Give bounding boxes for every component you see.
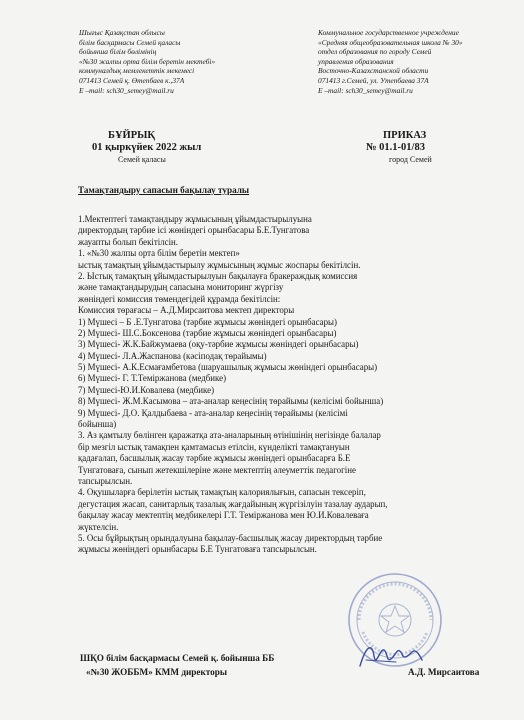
header-line: Е –mail: sch30_semey@mail.ru xyxy=(318,85,413,95)
order-date: 01 қыркүйек 2022 жыл xyxy=(92,142,202,153)
body-line: жөніндегі комиссия төмендегідей құрамда бекітілсін: xyxy=(78,293,281,304)
body-line: тапсырылсын. xyxy=(78,475,133,486)
body-line: жұмысы жөніндегі орынбасары Б.Е Тунгатоваға тапсырылсын. xyxy=(78,544,317,555)
body-line: бір мезгіл ыстық тамақпен қамтамасыз етілсін, күнделікті тамақтануын xyxy=(78,441,350,452)
order-subject: Тамақтандыру сапасын бақылау туралы xyxy=(78,185,250,195)
header-line: 071413 г.Семей, ул. Утепбаева 37А xyxy=(318,75,429,85)
body-line: директордың тәрбие ісі жөніндегі орынбасары Б.Е.Тунгатова xyxy=(78,225,310,236)
header-line: «Средняя общеобразовательная школа № 30» xyxy=(318,37,463,47)
handwritten-signature-icon xyxy=(356,636,426,674)
header-line: білім басқармасы Семей қаласы xyxy=(79,37,181,47)
header-line: Восточно-Казахстанской области xyxy=(318,66,429,76)
body-line: 6) Мүшесі- Г. Т.Теміржанова (медбике) xyxy=(78,373,227,384)
header-russian xyxy=(318,28,518,95)
order-title-russian: ПРИКАЗ xyxy=(383,130,427,141)
body-line: Комиссия төрағасы – А.Д.Мирсаитова мектеп директоры xyxy=(78,305,295,316)
signature-position-line1: ШҚО білім басқармасы Семей қ. бойынша ББ xyxy=(80,653,275,663)
body-line: және тамақтандырудың сапасына мониторинг жүргізу xyxy=(78,282,284,293)
body-line: қадағалап, басшылық жасау тәрбие жұмысы жөніндегі орынбасарға Б.Е xyxy=(78,453,351,464)
body-line: 8) Мүшесі- Ж.М.Касымова – ата-аналар кеңесінің төрайымы (келісімі бойынша) xyxy=(78,396,384,407)
body-line: 4) Мүшесі- Л.А.Жаспанова (кәсіподақ төрайымы) xyxy=(78,350,267,361)
body-line: 7) Мүшесі-Ю.И.Ковалева (медбике) xyxy=(78,384,215,395)
body-line: ыстық тамақтың ұйымдастырылу жұмысының жұмыс жоспары бекітілсін. xyxy=(78,259,361,270)
body-line: 5. Осы бұйрықтың орындалуына бақылау-басшылық жасау директордың тәрбие xyxy=(78,532,383,543)
body-line: бақылау жасау мектептің медбикелері Г.Т. Теміржанова мен Ю.И.Ковалеваға xyxy=(78,510,369,521)
header-kazakh xyxy=(79,28,279,95)
body-line: 2) Мүшесі- Ш.С.Боксенова (тәрбие жұмысы жөніндегі орынбасары) xyxy=(78,327,337,338)
body-line: бойынша) xyxy=(78,419,117,430)
header-line: «№30 жалпы орта білім беретін мектебі» xyxy=(79,56,216,66)
order-title-kazakh: БҰЙРЫҚ xyxy=(108,130,156,141)
body-line: жауапты болып бекітілсін. xyxy=(78,236,179,247)
body-line: 3) Мүшесі- Ж.К.Байжумаева (оқу-тәрбие жұмысы жөніндегі орынбасары) xyxy=(78,339,359,350)
order-city-kazakh: Семей қаласы xyxy=(118,155,166,164)
header-line: коммуналдық мемлекеттік мекемесі xyxy=(79,66,195,76)
body-line: 1. «№30 жалпы орта білім беретін мектеп» xyxy=(78,248,240,259)
body-line: Тунгатоваға, сынып жетекшілеріне және мектептің әлеуметтік педагогіне xyxy=(78,464,356,475)
header-line: отдел образования по городу Семей xyxy=(318,47,432,57)
signature-position-line2: «№30 ЖОББМ» КММ директоры xyxy=(86,667,228,677)
body-line: 5) Мүшесі- А.К.Есмағамбетова (шаруашылық жұмысы жөніндегі орынбасары) xyxy=(78,362,378,373)
header-line: 071413 Семей қ. Өтепбаев к.,37А xyxy=(79,75,185,85)
body-line: 1) Мүшесі – Б .Е.Тунгатова (тәрбие жұмысы жөніндегі орынбасары) xyxy=(78,316,337,327)
body-line: жүктелсін. xyxy=(78,521,119,532)
body-line: 2. Ыстық тамақтың ұйымдастырылуын бақылауға бракераждық комиссия xyxy=(78,270,358,281)
order-number: № 01.1-01/83 xyxy=(366,142,425,153)
body-line: 3. Аз қамтылу бөлінген қаражатқа ата-аналарының өтінішінің негізінде балалар xyxy=(78,430,381,441)
header-line: Коммунальное государственное учреждение xyxy=(318,28,459,37)
header-line: Е –mail: sch30_semey@mail.ru xyxy=(79,85,174,95)
order-city-russian: город Семей xyxy=(389,155,432,164)
header-line: Шығыс Қазақстан облысы xyxy=(79,28,165,37)
signature-name: А.Д. Мирсаитова xyxy=(408,667,480,677)
body-line: 4. Оқушыларға берілетін ыстық тамақтың калориялығын, сапасын тексеріп, xyxy=(78,487,366,498)
header-line: управления образования xyxy=(318,56,394,66)
order-body xyxy=(78,214,506,556)
header-line: бойынша білім бөлімінің xyxy=(79,47,157,57)
body-line: дегустация жасап, санитарлық тазалық жағдайының жүргізілуін тазалау аударып, xyxy=(78,498,388,509)
body-line: 9) Мүшесі- Д.О. Қалдыбаева - ата-аналар кеңесінің төрайымы (келісімі xyxy=(78,407,348,418)
body-line: 1.Мектептегі тамақтандыру жұмысының ұйымдастырылуына xyxy=(78,214,312,224)
